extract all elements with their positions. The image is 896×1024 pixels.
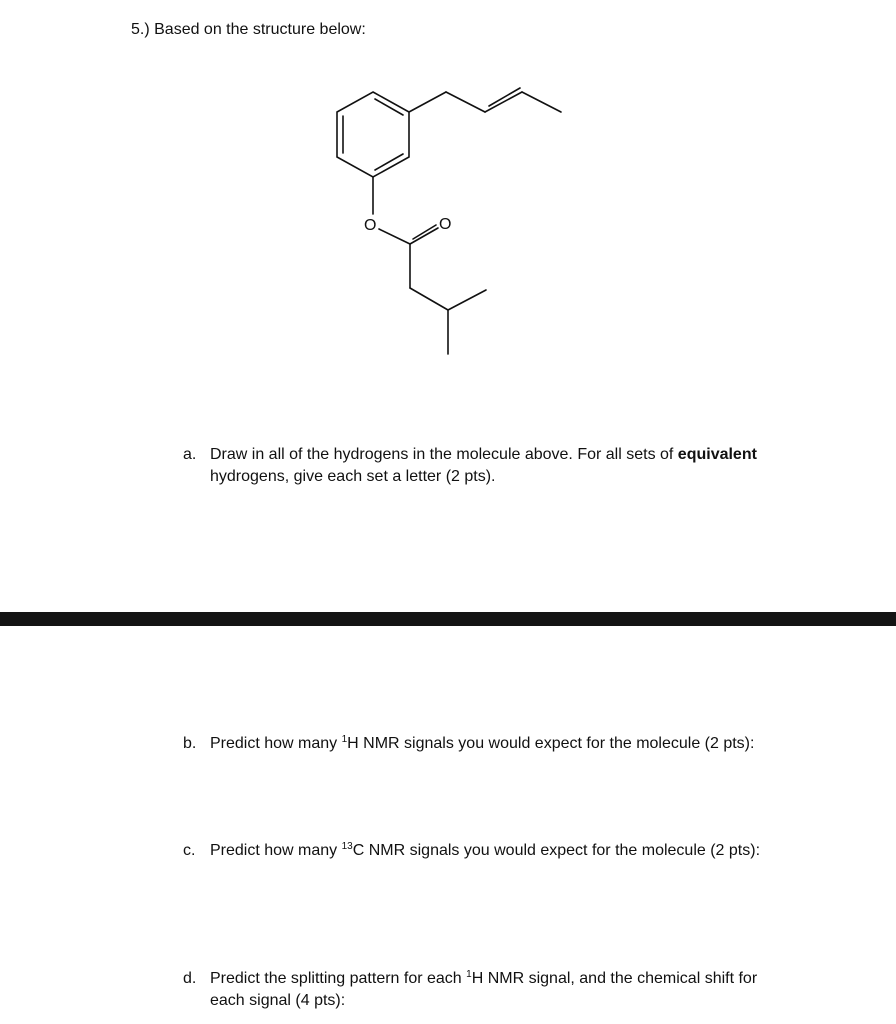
- bond-carbonyl-double-a: [410, 228, 438, 244]
- part-b-marker: b.: [183, 735, 197, 752]
- part-d-marker: d.: [183, 970, 197, 987]
- part-c-text-before: Predict how many: [210, 842, 342, 859]
- part-a-text-after: hydrogens, give each set a letter (2 pts).: [210, 468, 496, 485]
- part-c-marker: c.: [183, 842, 196, 859]
- part-a-text-bold: equivalent: [677, 446, 757, 463]
- part-c-text: [210, 840, 790, 862]
- question-heading: 5.) Based on the structure below:: [131, 21, 366, 38]
- bond-alkene-second: [489, 88, 520, 106]
- page-separator-bar: [0, 612, 896, 626]
- part-d-text: [210, 968, 790, 1012]
- part-c-text-after: C NMR signals you would expect for the molecule (2 pts):: [352, 842, 761, 859]
- carbonyl-oxygen-label: O: [439, 216, 452, 233]
- part-b-text-after: H NMR signals you would expect for the molecule (2 pts):: [347, 735, 755, 752]
- part-a-marker: a.: [183, 446, 197, 463]
- bond-ch2-ch: [446, 92, 485, 112]
- part-a-text-before: Draw in all of the hydrogens in the molecule above. For all sets of: [210, 446, 678, 463]
- part-b-text-before: Predict how many: [210, 735, 342, 752]
- part-d-text-after: H NMR signal, and the chemical shift for each signal (4 pts):: [210, 970, 758, 1009]
- bond-ch2-ch-branch: [410, 288, 448, 310]
- ether-oxygen-label: O: [364, 217, 377, 234]
- bond-oxygen-carbonyl: [379, 229, 410, 244]
- part-d-text-before: Predict the splitting pattern for each: [210, 970, 467, 987]
- part-a-text: [210, 444, 790, 488]
- benzene-ring: [337, 92, 409, 177]
- bond-ch-methyl-a: [448, 290, 486, 310]
- bond-ch-ch3: [522, 92, 561, 112]
- bond-alkene: [485, 92, 522, 112]
- part-d-superscript: 1: [466, 969, 472, 980]
- worksheet-page-bottom: [0, 626, 896, 1024]
- part-b-superscript: 1: [341, 734, 348, 745]
- bond-ring-ch2: [409, 92, 446, 112]
- part-b-text: [210, 733, 790, 755]
- part-c-superscript: 13: [341, 841, 353, 852]
